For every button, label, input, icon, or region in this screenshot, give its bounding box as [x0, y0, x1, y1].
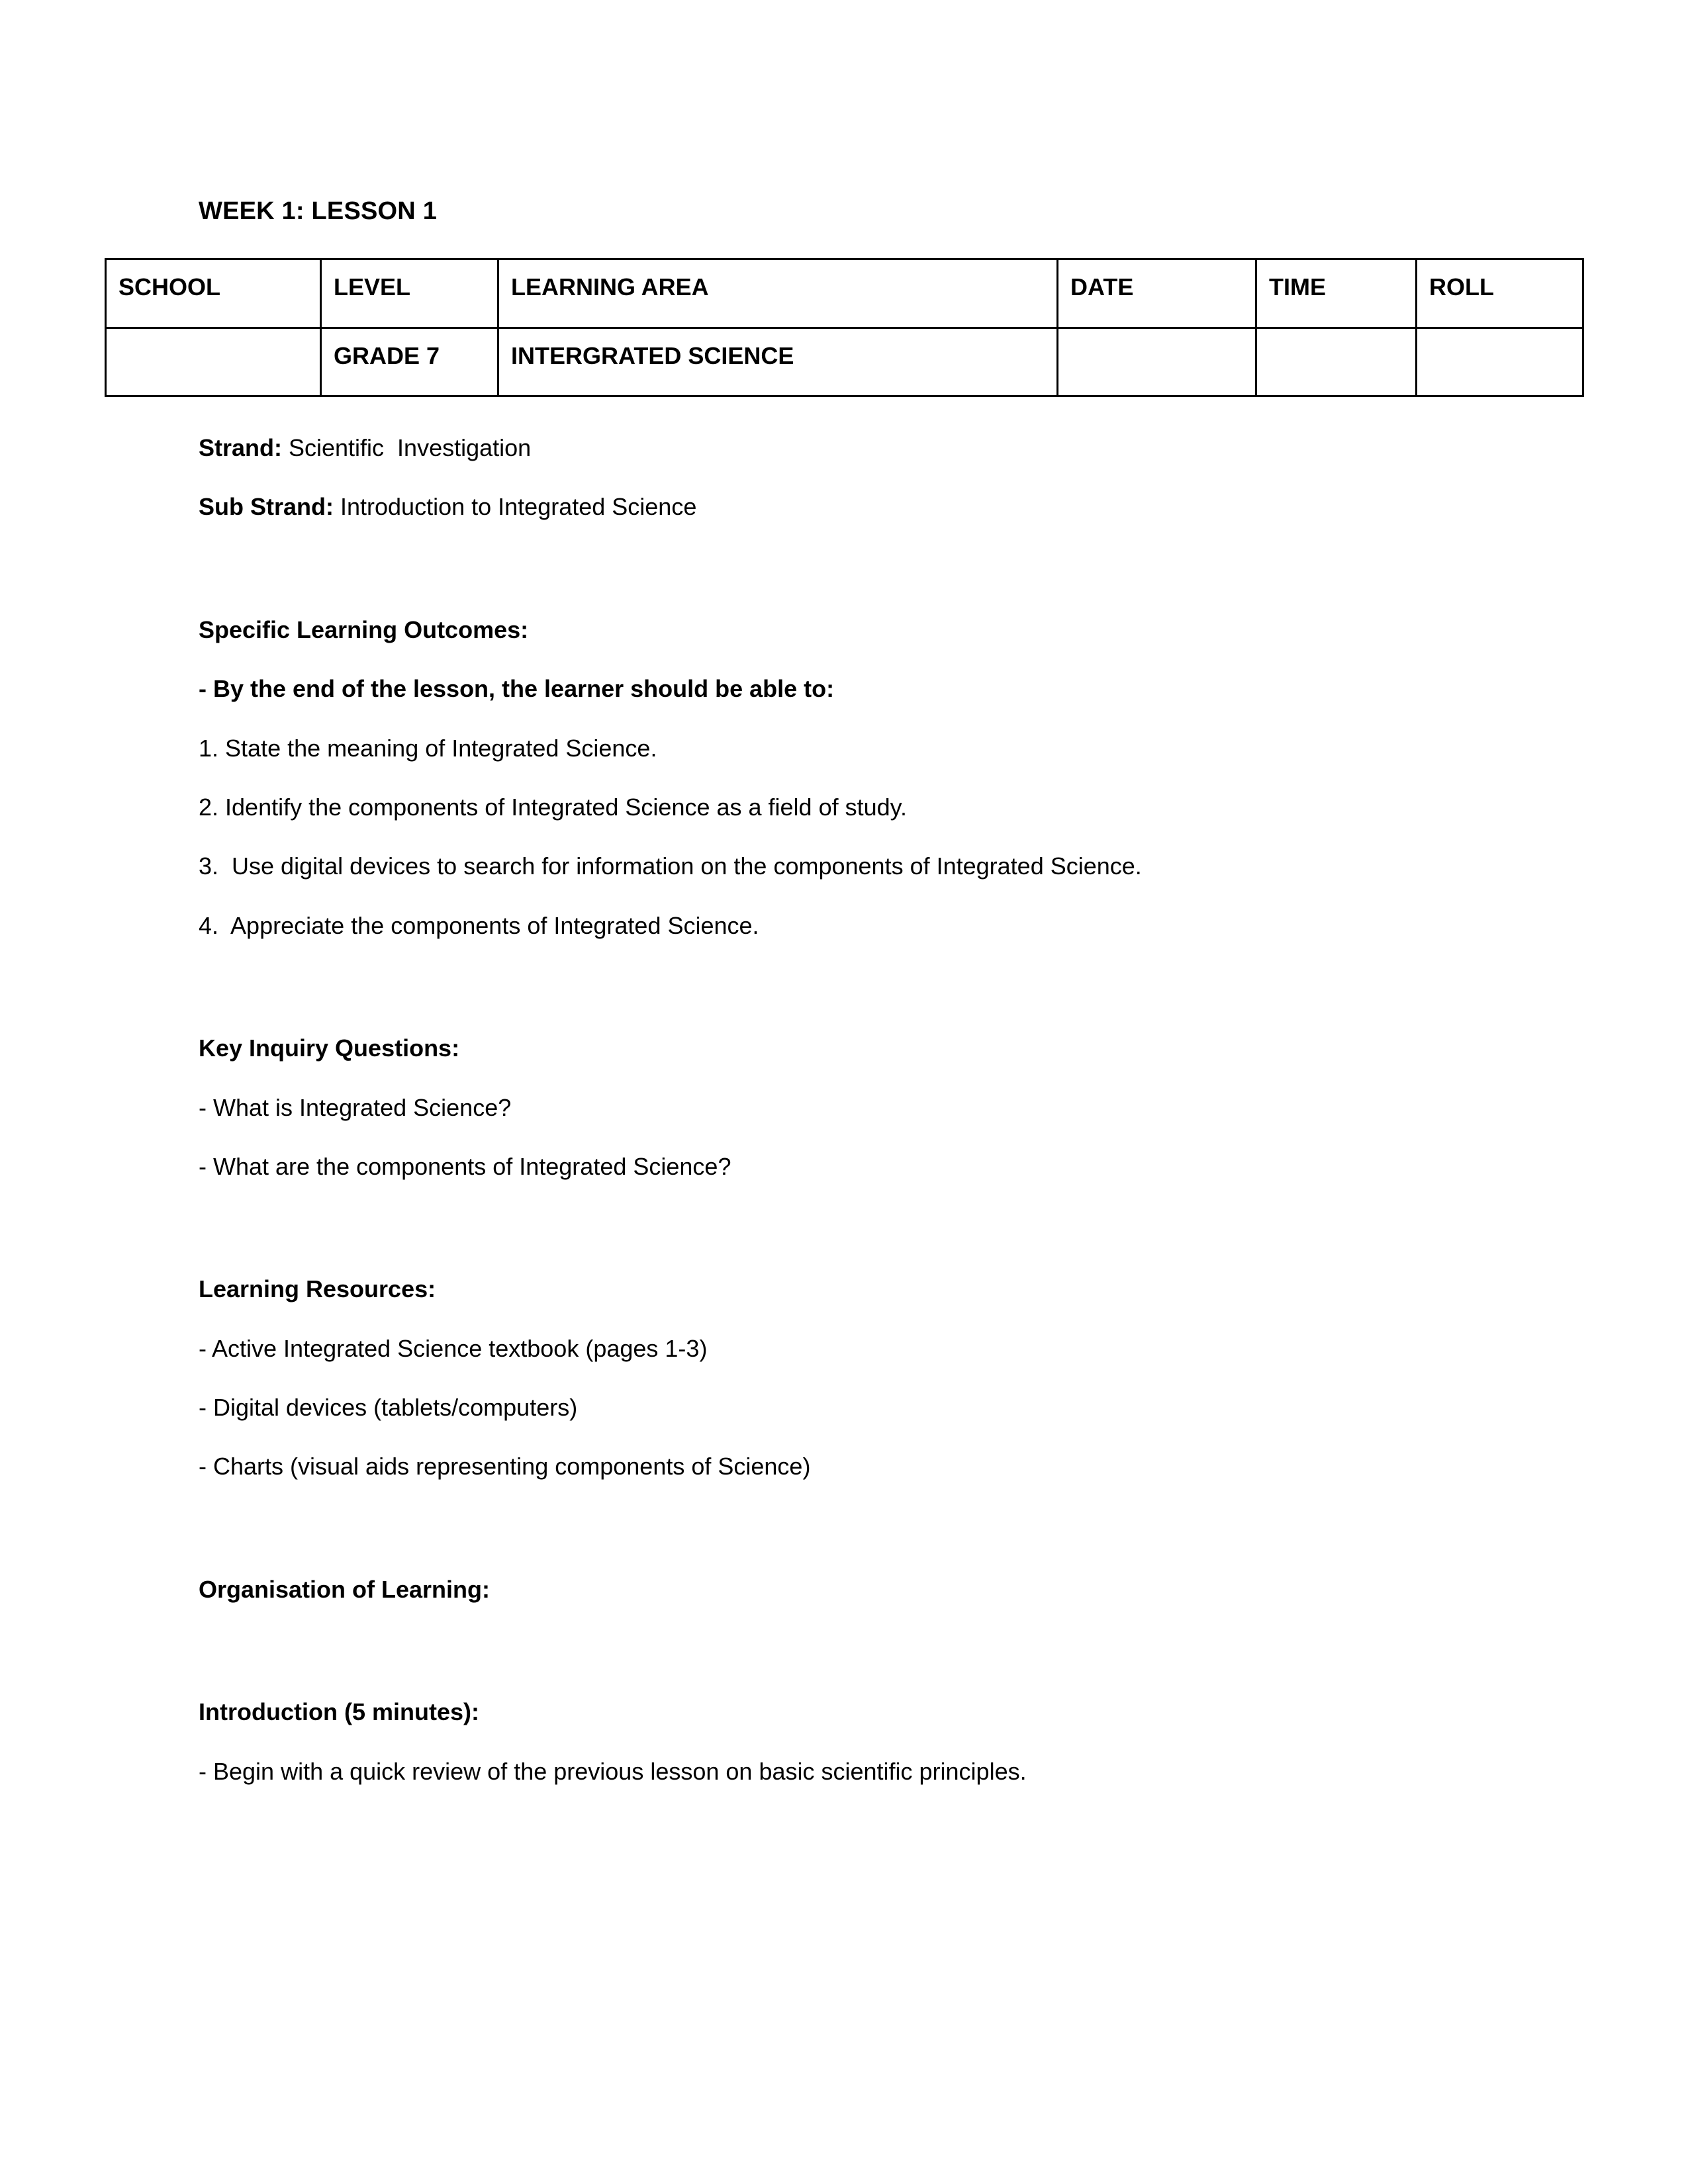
- document-body: [199, 434, 1582, 1785]
- table-header-row: [106, 259, 1583, 328]
- cell-school[interactable]: [106, 328, 321, 396]
- specific-learning-outcomes-heading: Specific Learning Outcomes:: [199, 615, 529, 643]
- introduction-heading: Introduction (5 minutes):: [199, 1698, 479, 1726]
- learning-outcome-item: 3. Use digital devices to search for information on the components of Integrated Science.: [199, 852, 1142, 880]
- learning-resource-item: - Charts (visual aids representing components of Science): [199, 1453, 811, 1480]
- cell-level[interactable]: GRADE 7: [321, 328, 498, 396]
- column-header-level: LEVEL: [321, 259, 498, 328]
- sub-strand-line: [199, 493, 1582, 520]
- learning-outcome-item: 2. Identify the components of Integrated Science as a field of study.: [199, 793, 907, 821]
- learning-resources-heading: Learning Resources:: [199, 1275, 436, 1303]
- strand-value: Scientific Investigation: [282, 434, 532, 461]
- strand-line: [199, 434, 1582, 461]
- lesson-header-table: [105, 258, 1584, 397]
- page-title: WEEK 1: LESSON 1: [199, 197, 438, 225]
- learning-outcome-item: 4. Appreciate the components of Integrated Science.: [199, 911, 759, 939]
- section-gap: [199, 1635, 1582, 1698]
- strand-label: Strand:: [199, 434, 282, 461]
- key-inquiry-item: - What is Integrated Science?: [199, 1093, 512, 1121]
- table-row: [106, 328, 1583, 396]
- organisation-of-learning-heading: Organisation of Learning:: [199, 1575, 491, 1603]
- sub-strand-label: Sub Strand:: [199, 493, 334, 521]
- cell-time[interactable]: [1256, 328, 1417, 396]
- column-header-date: DATE: [1058, 259, 1256, 328]
- section-gap: [199, 1512, 1582, 1576]
- cell-date[interactable]: [1058, 328, 1256, 396]
- section-gap: [199, 1212, 1582, 1275]
- column-header-roll: ROLL: [1417, 259, 1583, 328]
- learning-outcomes-lead-in: - By the end of the lesson, the learner should be able to:: [199, 675, 835, 703]
- learning-resource-item: - Active Integrated Science textbook (pages 1-3): [199, 1334, 708, 1362]
- column-header-time: TIME: [1256, 259, 1417, 328]
- section-gap: [199, 553, 1582, 616]
- section-gap: [199, 971, 1582, 1034]
- column-header-school: SCHOOL: [106, 259, 321, 328]
- sub-strand-value: Introduction to Integrated Science: [334, 493, 697, 521]
- key-inquiry-item: - What are the components of Integrated Science?: [199, 1152, 731, 1180]
- introduction-item: - Begin with a quick review of the previous lesson on basic scientific principles.: [199, 1757, 1027, 1785]
- cell-learning-area[interactable]: INTERGRATED SCIENCE: [498, 328, 1058, 396]
- learning-outcome-item: 1. State the meaning of Integrated Science.: [199, 734, 657, 762]
- key-inquiry-questions-heading: Key Inquiry Questions:: [199, 1034, 460, 1062]
- lesson-header-table-wrapper: [105, 258, 1582, 397]
- cell-roll[interactable]: [1417, 328, 1583, 396]
- column-header-learning-area: LEARNING AREA: [498, 259, 1058, 328]
- learning-resource-item: - Digital devices (tablets/computers): [199, 1394, 578, 1422]
